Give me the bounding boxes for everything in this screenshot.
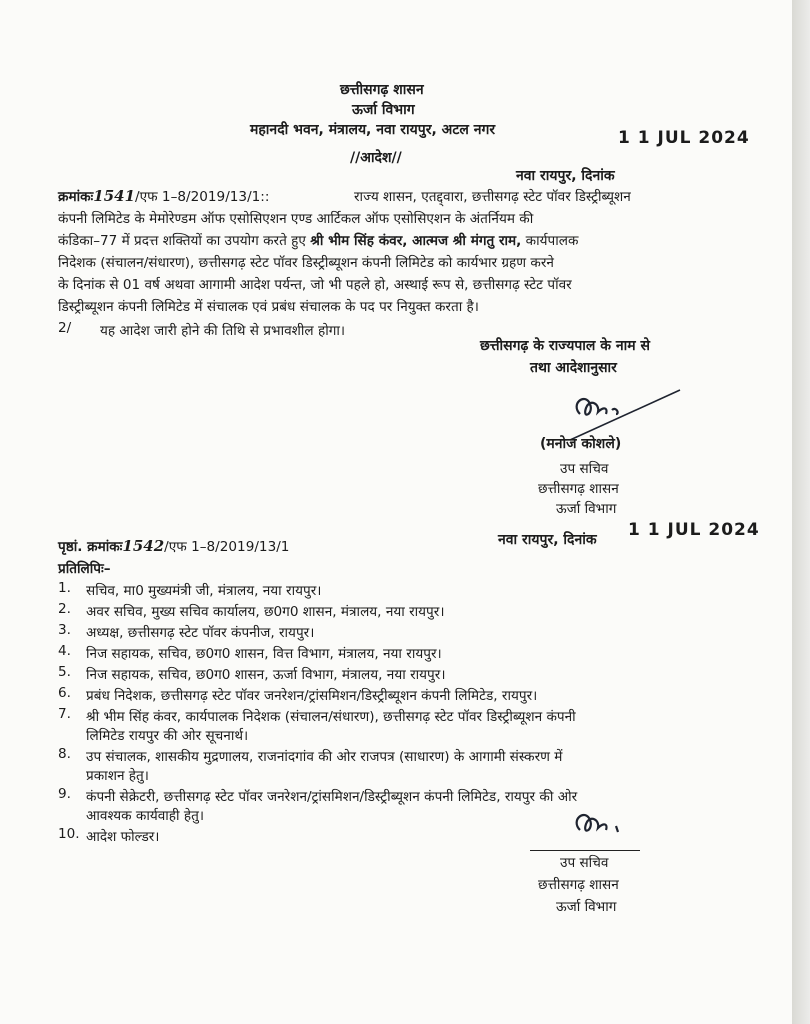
list-item-number: 5. [58,664,71,680]
list-item-text: कंपनी सेक्रेटरी, छत्तीसगढ़ स्टेट पॉवर जनरेशन/ट्रांसमिशन/डिस्ट्रीब्यूशन कंपनी लिमिटेड, रायपुर की ओर [86,789,578,805]
order-para1-line2: कंपनी लिमिटेड के मेमोरेण्डम ऑफ एसोसिएशन एण्ड आर्टिकल ऑफ एसोसिएशन के अंतर्नियम की [58,211,534,227]
order-para1-line4: निदेशक (संचालन/संधारण), छत्तीसगढ़ स्टेट पॉवर डिस्ट्रीब्यूशन कंपनी लिमिटेड को कार्यभार ग्रहण करने [58,255,554,271]
list-item-text: अवर सचिव, मुख्य सचिव कार्यालय, छ0ग0 शासन, मंत्रालय, नया रायपुर। [86,604,445,620]
header-address: महानदी भवन, मंत्रालय, नवा रायपुर, अटल नगर [250,122,496,138]
governor-line2: तथा आदेशानुसार [530,360,617,376]
order-para2-text: यह आदेश जारी होने की तिथि से प्रभावशील होगा। [100,323,346,339]
list-item-text-continued: प्रकाशन हेतु। [86,768,149,784]
order-para1-line6: डिस्ट्रीब्यूशन कंपनी लिमिटेड में संचालक एवं प्रबंध संचालक के पद पर नियुक्त करता है। [58,299,479,315]
list-item-number: 3. [58,622,71,638]
signatory2-dept1: छत्तीसगढ़ शासन [538,877,619,893]
signatory-dept1: छत्तीसगढ़ शासन [538,481,619,497]
order-para1-line3c: कार्यपालक [525,233,579,249]
order-number-suffix: /एफ 1–8/2019/13/1:: [135,189,270,205]
header-state: छत्तीसगढ़ शासन [340,82,424,98]
order-para1-line3a: कंडिका–77 में प्रदत्त शक्तियों का उपयोग करते हुए [58,233,306,249]
governor-line1: छत्तीसगढ़ के राज्यपाल के नाम से [480,338,650,354]
order-number-handwritten: 1541 [93,187,136,205]
order-title: //आदेश// [350,150,402,166]
list-item-text: प्रबंध निदेशक, छत्तीसगढ़ स्टेट पॉवर जनरेशन/ट्रांसमिशन/डिस्ट्रीब्यूशन कंपनी लिमिटेड, रायपुर। [86,688,538,704]
list-item-text: श्री भीम सिंह कंवर, कार्यपालक निदेशक (संचालन/संधारण), छत्तीसगढ़ स्टेट पॉवर डिस्ट्रीब्यूशन कंपनी [86,709,576,725]
order-number-prefix: क्रमांकः [58,189,94,205]
signatory-dept2: ऊर्जा विभाग [556,501,617,517]
endorsement-number-prefix: पृष्ठां. क्रमांकः [58,539,123,555]
order-number-line [58,186,269,205]
order-place-date-label: नवा रायपुर, दिनांक [516,168,615,184]
signatory-name: (मनोज कोशले) [540,436,622,452]
list-item-number: 2. [58,601,71,617]
list-item-number: 1. [58,580,71,596]
signatory2-designation: उप सचिव [560,855,609,871]
signatory-designation: उप सचिव [560,461,609,477]
list-item-text: आदेश फोल्डर। [86,829,160,845]
list-item-number: 4. [58,643,71,659]
endorsement-date-stamp: 1 1 JUL 2024 [628,520,760,540]
list-item-text-continued: आवश्यक कार्यवाही हेतु। [86,808,204,824]
header-department: ऊर्जा विभाग [352,102,415,118]
list-item-number: 10. [58,826,80,842]
list-item-number: 9. [58,786,71,802]
order-date-stamp: 1 1 JUL 2024 [618,128,750,148]
list-item-number: 6. [58,685,71,701]
list-item-number: 7. [58,706,71,722]
signatory2-dept2: ऊर्जा विभाग [556,899,617,915]
order-para1-line3 [58,230,578,249]
endorsement-number-line [58,536,289,555]
appointee-name: श्री भीम सिंह कंवर, आत्मज श्री मंगतु राम, [310,233,522,249]
order-para1-line1: राज्य शासन, एतद्द्वारा, छत्तीसगढ़ स्टेट पॉवर डिस्ट्रीब्यूशन [354,189,631,205]
order-para1-line5: के दिनांक से 01 वर्ष अथवा आगामी आदेश पर्यन्त, जो भी पहले हो, अस्थाई रूप से, छत्तीसगढ़ स्टेट पॉवर [58,277,572,293]
endorsement-number-suffix: /एफ 1–8/2019/13/1 [164,539,290,555]
list-item-text: निज सहायक, सचिव, छ0ग0 शासन, ऊर्जा विभाग, मंत्रालय, नया रायपुर। [86,667,446,683]
endorsement-number-handwritten: 1542 [122,537,165,555]
signature-2 [560,800,670,850]
order-para2-number: 2/ [58,320,72,336]
list-item-text-continued: लिमिटेड रायपुर की ओर सूचनार्थ। [86,728,249,744]
endorsement-place-date-label: नवा रायपुर, दिनांक [498,532,597,548]
list-item-text: सचिव, मा0 मुख्यमंत्री जी, मंत्रालय, नया रायपुर। [86,583,322,599]
copy-label: प्रतिलिपिः– [58,561,111,577]
page-edge [792,0,810,1024]
list-item-text: उप संचालक, शासकीय मुद्रणालय, राजनांदगांव की ओर राजपत्र (साधारण) के आगामी संस्करण में [86,749,563,765]
list-item-number: 8. [58,746,71,762]
list-item-text: निज सहायक, सचिव, छ0ग0 शासन, वित्त विभाग, मंत्रालय, नया रायपुर। [86,646,442,662]
list-item-text: अध्यक्ष, छत्तीसगढ़ स्टेट पॉवर कंपनीज, रायपुर। [86,625,315,641]
